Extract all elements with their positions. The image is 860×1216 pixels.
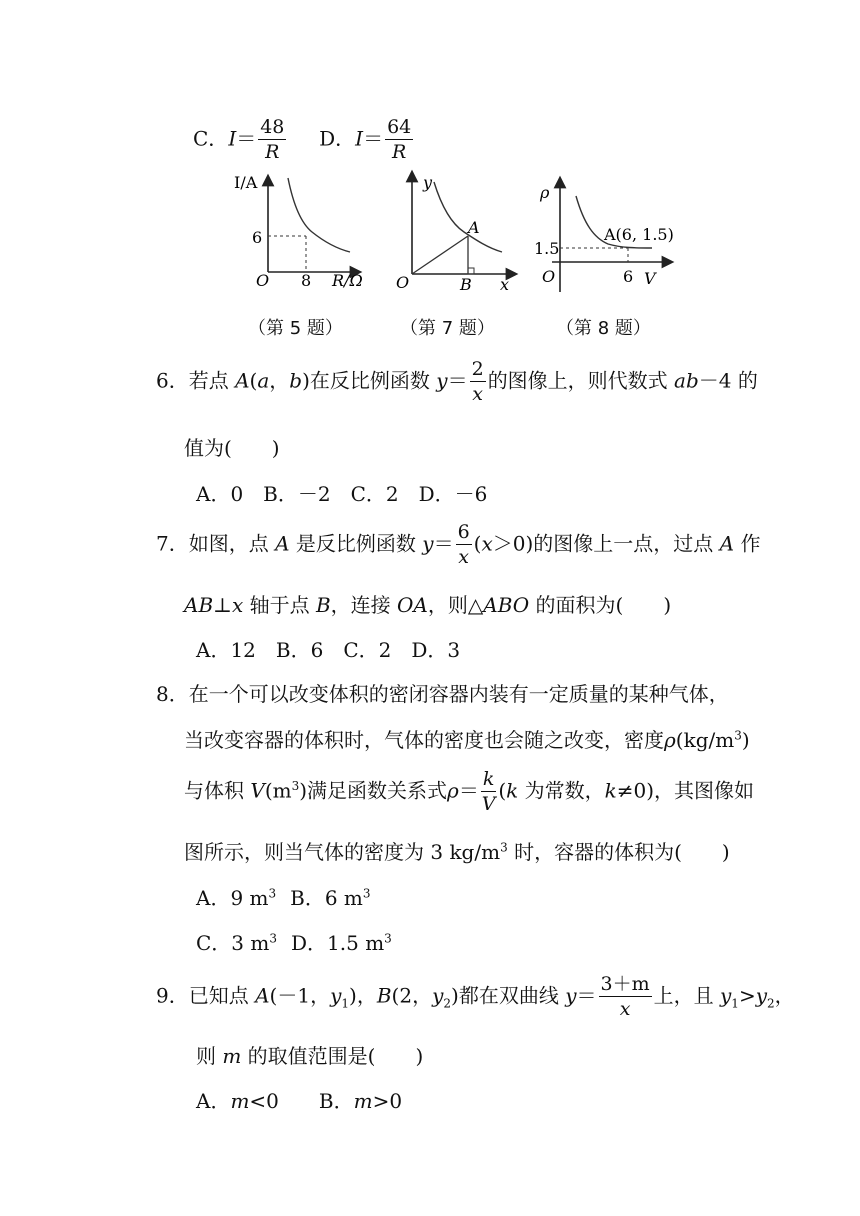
- q9-sub: 1: [731, 996, 739, 1011]
- q9-var: A: [255, 983, 270, 1008]
- q9-text: >: [738, 983, 756, 1008]
- q6-var: b: [289, 368, 303, 393]
- fig8-y-tick: 1.5: [534, 239, 560, 258]
- fig7-right-angle: [468, 268, 474, 274]
- q7-text: ，连接: [330, 593, 398, 617]
- q8-text: (: [498, 778, 507, 803]
- q9-text: ＝: [576, 983, 597, 1008]
- option-c-fraction: [258, 118, 286, 162]
- q7-text: 是反比例函数: [289, 531, 423, 556]
- q8-sup: 3: [291, 778, 300, 793]
- option-d-numerator: 64: [387, 116, 412, 138]
- q8-number: 8．: [156, 682, 189, 706]
- q7-var: A: [719, 531, 735, 556]
- q8-frac-num: k: [482, 768, 495, 790]
- fig8-x-tick: 6: [623, 267, 634, 286]
- q9-sub: 2: [443, 996, 452, 1011]
- q6-number: 6．: [156, 368, 189, 393]
- q9-var: m: [222, 1044, 242, 1068]
- option-d-var: I: [355, 126, 364, 151]
- q7-text: 如图，点: [188, 531, 276, 556]
- q8-frac-den: V: [481, 793, 496, 815]
- q8-var: ρ: [447, 778, 459, 803]
- q9-option-b: B．: [318, 1089, 354, 1113]
- q9-text: 则: [196, 1044, 223, 1068]
- fig5-y-tick: 6: [252, 228, 263, 247]
- q8-sup: 3: [269, 931, 277, 946]
- q6-var: ab: [674, 368, 699, 393]
- q7-text: ，则△: [427, 593, 484, 617]
- fig8-x-label: V: [644, 269, 656, 288]
- fig8-y-label: ρ: [540, 183, 550, 202]
- q6-text: ＝: [447, 368, 468, 393]
- q8-text: )满足函数关系式: [299, 778, 448, 803]
- q8-text: 与体积: [184, 778, 251, 803]
- q7-text: 轴于点: [243, 593, 316, 617]
- q8-option-d: D．1.5 m: [291, 931, 385, 955]
- q7-var: y: [422, 531, 434, 556]
- fig5-x-label: R/Ω: [332, 271, 363, 290]
- figure-7: [392, 168, 522, 298]
- q9-text: >0: [372, 1089, 403, 1113]
- option-c-numerator: 48: [260, 116, 285, 138]
- q7-text: ＝: [433, 531, 454, 556]
- q6-text: 若点: [188, 368, 236, 393]
- figure-8: [532, 168, 692, 298]
- q9-sub: 1: [341, 996, 350, 1011]
- q8-text: ): [741, 728, 750, 752]
- q6-var: a: [257, 368, 270, 393]
- fig7-point-b: B: [460, 275, 472, 294]
- q8-line2: [184, 724, 750, 753]
- q7-line1: [156, 523, 760, 567]
- q8-text: 当改变容器的体积时，气体的密度也会随之改变，密度: [184, 728, 664, 752]
- option-d-fraction: [385, 118, 413, 162]
- q8-sup: 3: [500, 840, 508, 855]
- q9-var: m: [353, 1089, 373, 1113]
- fig5-x-tick: 8: [301, 271, 312, 290]
- q9-var: y: [565, 983, 577, 1008]
- fig5-curve: [288, 178, 350, 252]
- q9-frac-num: 3＋m: [600, 973, 650, 995]
- q6-line1: [156, 360, 758, 404]
- q9-options: [196, 1085, 402, 1114]
- q7-var: ABO: [483, 593, 530, 617]
- q7-text: ⊥: [213, 593, 232, 617]
- q7-text: ＞0)的图像上一点，过点: [492, 531, 720, 556]
- q9-text: 上，且: [653, 983, 720, 1008]
- fig8-origin: O: [542, 267, 556, 286]
- q7-var: x: [231, 593, 244, 617]
- q9-text: )，: [349, 983, 377, 1008]
- option-c-label: C．: [193, 126, 229, 151]
- q9-text: ，: [774, 983, 795, 1008]
- q9-option-a: A．: [196, 1089, 231, 1113]
- q6-var: A: [235, 368, 250, 393]
- q8-var: k: [506, 778, 519, 803]
- figure-5: [222, 168, 382, 298]
- q9-frac-den: x: [619, 998, 631, 1020]
- q9-var: m: [230, 1089, 250, 1113]
- q8-text: ＝: [458, 778, 479, 803]
- q8-line3: [184, 770, 754, 814]
- fig7-y-label: y: [423, 173, 433, 192]
- q9-line1: [156, 975, 795, 1019]
- q8-var: V: [250, 778, 265, 803]
- q8-text: 为常数，: [518, 778, 605, 803]
- q8-var: k: [604, 778, 617, 803]
- q6-fraction: [470, 360, 486, 404]
- q6-frac-den: x: [472, 383, 483, 405]
- fig5-caption: （第 5 题）: [248, 318, 343, 339]
- q9-sub: 2: [767, 996, 775, 1011]
- q9-text: (2，: [391, 983, 433, 1008]
- q7-line2: [184, 589, 671, 618]
- q6-line2: 值为( ): [184, 436, 280, 460]
- q9-var: y: [719, 983, 732, 1008]
- q7-var: OA: [397, 593, 428, 617]
- q6-frac-num: 2: [471, 358, 484, 380]
- q8-sup: 3: [734, 728, 742, 743]
- fig7-point-a: A: [468, 218, 480, 237]
- q8-option-b: B．6 m: [290, 886, 363, 910]
- q8-text: 在一个可以改变体积的密闭容器内装有一定质量的某种气体，: [188, 682, 729, 706]
- q9-text: 的取值范围是( ): [241, 1044, 424, 1068]
- q7-var: A: [275, 531, 290, 556]
- q9-fraction: [599, 975, 652, 1019]
- q9-text: (－1，: [269, 983, 331, 1008]
- q6-text: 的图像上，则代数式: [487, 368, 675, 393]
- q6-text: －4 的: [698, 368, 758, 393]
- q7-text: 的面积为( ): [529, 593, 672, 617]
- top-options-row: [193, 118, 415, 162]
- fig8-caption: （第 8 题）: [556, 318, 651, 339]
- q8-var: ρ: [664, 728, 676, 752]
- q8-text: ≠0)，其图像如: [616, 778, 755, 803]
- q8-sup: 3: [384, 931, 392, 946]
- q7-text: (: [473, 531, 482, 556]
- q9-var: y: [432, 983, 444, 1008]
- q8-sup: 3: [362, 886, 371, 901]
- q8-text: (m: [264, 778, 292, 803]
- q7-options: A．12 B．6 C．2 D．3: [196, 638, 461, 662]
- q8-fraction: [481, 770, 497, 814]
- q7-frac-den: x: [458, 546, 469, 568]
- q7-var: x: [481, 531, 493, 556]
- fig7-segment-oa: [412, 236, 468, 274]
- q8-text: (kg/m: [675, 728, 735, 752]
- q6-text: )在反比例函数: [302, 368, 437, 393]
- q9-text: 已知点: [188, 983, 256, 1008]
- option-c-var: I: [228, 126, 237, 151]
- fig5-y-label: I/A: [234, 173, 258, 192]
- fig7-caption: （第 7 题）: [400, 318, 495, 339]
- q9-var: y: [755, 983, 768, 1008]
- q9-number: 9．: [156, 983, 189, 1008]
- q8-option-a: A．9 m: [196, 886, 269, 910]
- q8-line4: [184, 836, 730, 865]
- q9-line2: [196, 1040, 423, 1069]
- q6-options: A．0 B．－2 C．2 D．－6: [196, 482, 488, 506]
- fig7-origin: O: [396, 273, 410, 292]
- q9-text: <0: [249, 1089, 279, 1113]
- fig7-x-label: x: [500, 275, 510, 294]
- q9-text: )都在双曲线: [451, 983, 566, 1008]
- q7-text: 作: [734, 531, 761, 556]
- option-d-denominator: R: [392, 141, 407, 163]
- q8-line1: [156, 678, 729, 707]
- q8-option-c: C．3 m: [196, 931, 270, 955]
- q8-options-cd: [196, 927, 392, 956]
- option-c-denominator: R: [265, 141, 280, 163]
- fig8-point-label: A(6, 1.5): [604, 225, 674, 244]
- q8-sup: 3: [268, 886, 277, 901]
- q6-var: y: [436, 368, 448, 393]
- q7-var: AB: [184, 593, 214, 617]
- q6-text: ，: [269, 368, 290, 393]
- q8-options-ab: [196, 882, 371, 911]
- q7-number: 7．: [156, 531, 189, 556]
- option-d-label: D．: [319, 126, 356, 151]
- option-c-eq: ＝: [236, 126, 257, 151]
- option-d-eq: ＝: [363, 126, 384, 151]
- q6-text: (: [249, 368, 258, 393]
- q7-var: B: [315, 593, 331, 617]
- q7-frac-num: 6: [457, 521, 470, 543]
- q9-var: y: [330, 983, 342, 1008]
- q8-text: 时，容器的体积为( ): [507, 840, 730, 864]
- q9-var: B: [376, 983, 392, 1008]
- q8-text: 图所示，则当气体的密度为 3 kg/m: [184, 840, 501, 864]
- q7-fraction: [456, 523, 472, 567]
- fig5-origin: O: [256, 271, 270, 290]
